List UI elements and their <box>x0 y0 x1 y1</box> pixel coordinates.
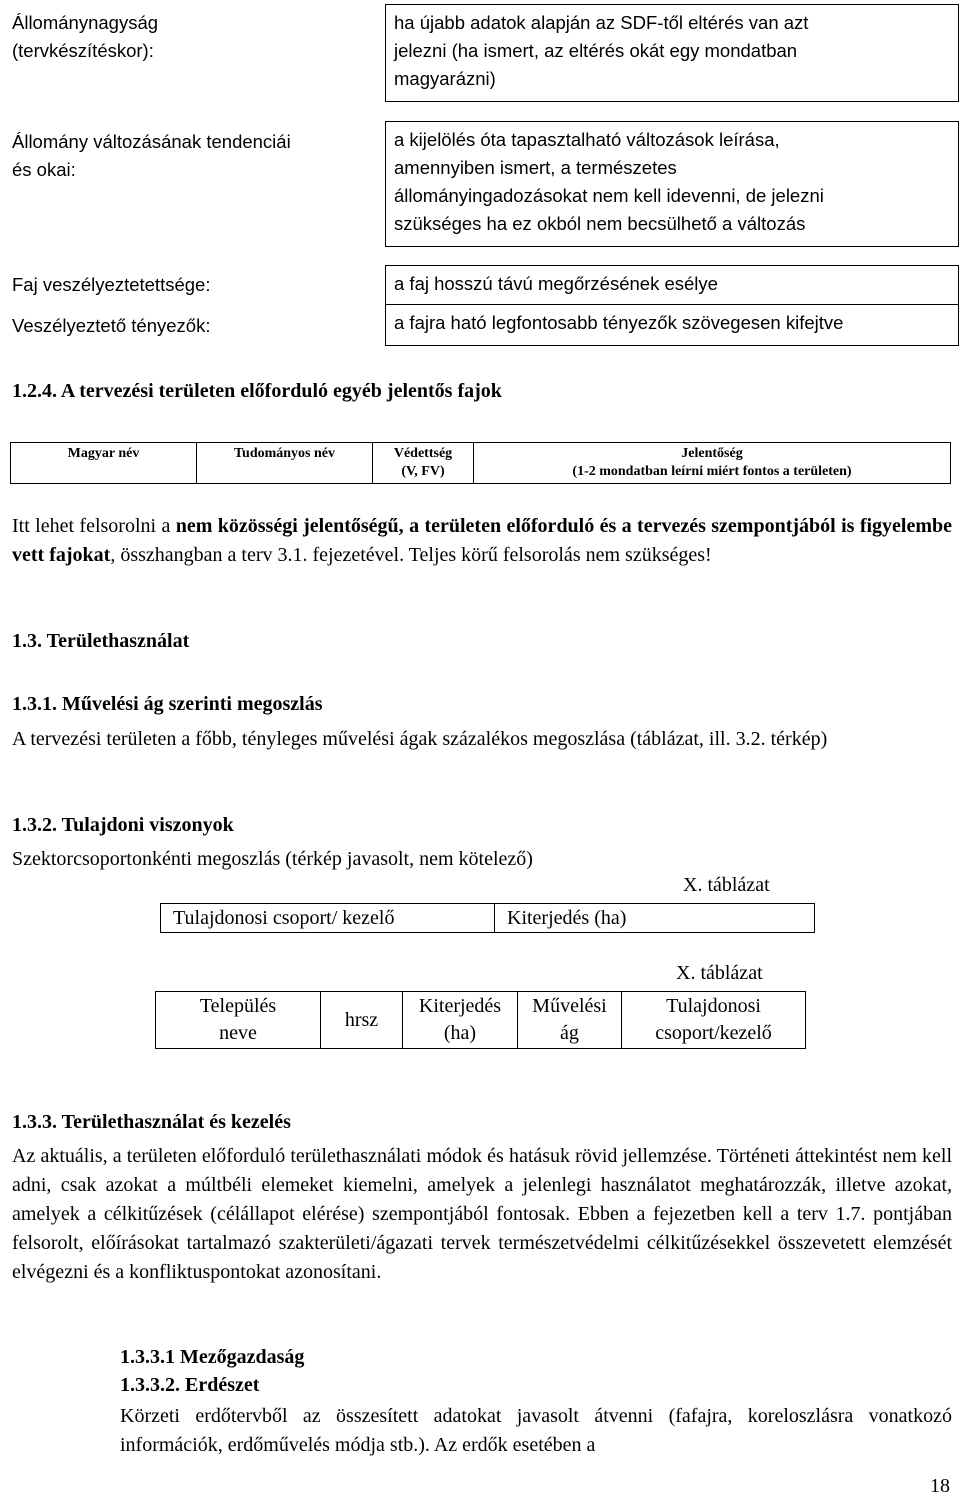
species-col-jelentoseg-line2: (1-2 mondatban leírni miért fontos a területen) <box>572 464 852 479</box>
parcel-col-tulajdonosi-line2: csoport/kezelő <box>655 1022 772 1044</box>
parcel-col-muvelesi-line2: ág <box>560 1022 579 1044</box>
box-tenyezok <box>385 305 959 346</box>
parcel-col-telepules-line2: neve <box>219 1022 257 1044</box>
species-col-vedettseg-line1: Védettség <box>393 446 453 461</box>
parcel-col-muvelesi <box>518 992 622 1049</box>
species-col-vedettseg-line2: (V, FV) <box>401 464 445 479</box>
heading-1-3: 1.3. Területhasználat <box>12 630 190 652</box>
parcel-col-kiterjedes-line1: Kiterjedés <box>418 995 502 1017</box>
species-col-magyar: Magyar név <box>11 443 197 484</box>
box-valtozasok-line1: a kijelölés óta tapasztalható változások leírása, <box>394 129 780 150</box>
ownership-col-kiterjedes: Kiterjedés (ha) <box>495 904 815 933</box>
label-allomanynagysag <box>12 9 158 65</box>
ownership-col-csoport: Tulajdonosi csoport/ kezelő <box>161 904 495 933</box>
parcel-col-kiterjedes <box>403 992 518 1049</box>
species-table <box>10 442 951 484</box>
species-col-vedettseg <box>373 443 474 484</box>
table2-caption: X. táblázat <box>676 962 763 984</box>
paragraph-egyeb-fajok <box>12 512 952 570</box>
parcel-col-telepules <box>156 992 321 1049</box>
parcel-col-tulajdonosi-line1: Tulajdonosi <box>666 995 761 1017</box>
species-col-jelentoseg <box>474 443 951 484</box>
heading-1-2-4: 1.2.4. A tervezési területen előforduló egyéb jelentős fajok <box>12 380 502 402</box>
label-tendencia <box>12 128 291 184</box>
heading-1-3-3-1: 1.3.3.1 Mezőgazdaság <box>120 1346 305 1368</box>
parcel-col-kiterjedes-line2: (ha) <box>443 1022 477 1044</box>
box-valtozasok <box>385 121 959 247</box>
parcel-table <box>155 991 806 1049</box>
species-col-tudomanyos: Tudományos név <box>197 443 373 484</box>
parcel-col-hrsz <box>321 992 403 1049</box>
box-megorzes-text: a faj hosszú távú megőrzésének esélye <box>394 273 718 294</box>
label-allomanynagysag-line2: (tervkészítéskor): <box>12 40 154 61</box>
label-allomanynagysag-line1: Állománynagyság <box>12 12 159 33</box>
box-valtozasok-line2: amennyiben ismert, a természetes <box>394 157 677 178</box>
parcel-col-hrsz-line1: hrsz <box>344 1008 379 1031</box>
box-sdf-elteres <box>385 4 959 102</box>
heading-1-3-3: 1.3.3. Területhasználat és kezelés <box>12 1111 291 1133</box>
parcel-table-header-row <box>156 992 806 1049</box>
paragraph-egyeb-fajok-p1: Itt lehet felsorolni a <box>12 515 176 537</box>
heading-1-3-3-2: 1.3.3.2. Erdészet <box>120 1374 260 1396</box>
box-sdf-line1: ha újabb adatok alapján az SDF-től eltérés van azt <box>394 12 809 33</box>
paragraph-szektor: Szektorcsoportonkénti megoszlás (térkép javasolt, nem kötelező) <box>12 848 533 870</box>
box-valtozasok-line4: szükséges ha ez okból nem becsülhető a változás <box>394 213 806 234</box>
label-tendencia-line2: és okai: <box>12 159 76 180</box>
species-col-jelentoseg-line1: Jelentőség <box>681 446 743 461</box>
paragraph-muvelesi-ag: A tervezési területen a főbb, tényleges művelési ágak százalékos megoszlása (táblázat, ill. 3.2. térkép) <box>12 728 828 750</box>
box-sdf-line3: magyarázni) <box>394 68 496 89</box>
parcel-col-muvelesi-line1: Művelési <box>532 995 607 1017</box>
ownership-table <box>160 903 815 933</box>
box-valtozasok-line3: állományingadozásokat nem kell idevenni, de jelezni <box>394 185 824 206</box>
label-tendencia-line1: Állomány változásának tendenciái <box>12 131 291 152</box>
box-tenyezok-text: a fajra ható legfontosabb tényezők szövegesen kifejtve <box>394 312 844 333</box>
paragraph-teruelethasznalat: Az aktuális, a területen előforduló területhasználati módok és hatásuk rövid jellemzése. Történeti áttekintést nem kell adni, csak azokat a múltbéli elemeket kiemelni, amelyek a jelenlegi használatot meghatározzák, illetve azokat, amelyek a célkitűzések (célállapot elérése) szempontjából fontosak. Ebben a fejezetben kell a terv 1.7. pontjában felsorolt, előírásokat tartalmazó szakterületi/ágazati tervek természetvédelmi célkitűzésekkel összevetett elemzését elvégezni és a konfliktuspontokat azonosítani. <box>12 1145 952 1283</box>
page-number: 18 <box>930 1475 950 1497</box>
box-megorzes <box>385 265 959 305</box>
species-table-header-row <box>11 443 951 484</box>
table1-caption: X. táblázat <box>683 874 770 896</box>
parcel-col-tulajdonosi <box>622 992 806 1049</box>
parcel-col-telepules-line1: Település <box>199 995 277 1017</box>
heading-1-3-2: 1.3.2. Tulajdoni viszonyok <box>12 814 234 836</box>
heading-1-3-1: 1.3.1. Művelési ág szerinti megoszlás <box>12 693 323 715</box>
label-veszelyezteto: Veszélyeztető tényezők: <box>12 315 211 336</box>
ownership-table-header-row <box>161 904 815 933</box>
label-veszelyeztetettseg: Faj veszélyeztetettsége: <box>12 274 211 295</box>
box-sdf-line2: jelezni (ha ismert, az eltérés okát egy mondatban <box>394 40 798 61</box>
paragraph-erdeszet: Körzeti erdőtervből az összesített adatokat javasolt átvenni (fafajra, koreloszlásra vonatkozó információk, erdőművelés módja stb.). Az erdők esetében a <box>120 1405 952 1456</box>
paragraph-egyeb-fajok-bold: nem közösségi jelentőségű, a területen előforduló és a tervezés szempontjából is figyelembe vett fajokat <box>12 515 953 566</box>
paragraph-egyeb-fajok-p3: , összhangban a terv 3.1. fejezetével. Teljes körű felsorolás nem szükséges! <box>110 544 712 566</box>
